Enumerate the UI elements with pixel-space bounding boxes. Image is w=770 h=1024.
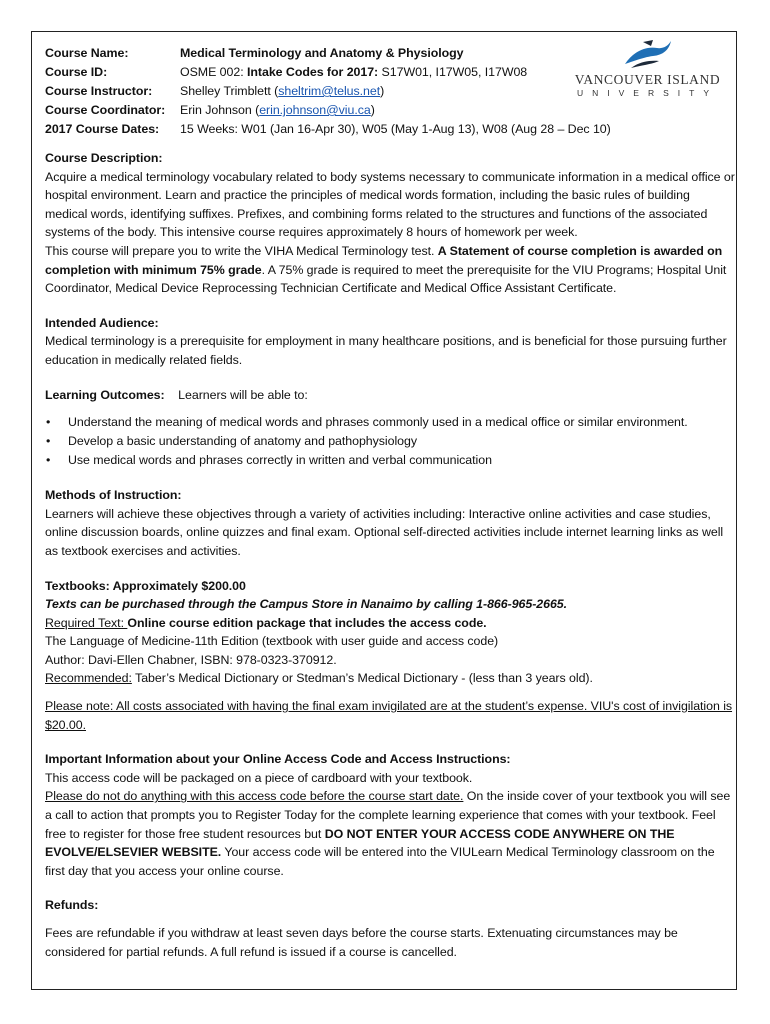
list-item: • Develop a basic understanding of anatomy and pathophysiology	[45, 432, 735, 451]
course-name-label: Course Name:	[45, 46, 129, 60]
course-description-completion: This course will prepare you to write the VIHA Medical Terminology test. A Statement of course completion is awarded on completion with minimum 75% grade. A 75% grade is required to meet the prerequisite for the VIU Programs; Hospital Unit Coordinator, Medical Device Reprocessing Technician Certificate and Medical Office Assistant Certificate.	[45, 243, 727, 296]
access-code-line: This access code will be packaged on a piece of cardboard with your textbook.	[45, 770, 473, 785]
intended-audience-text: Medical terminology is a prerequisite for employment in many healthcare positions, and is beneficial for those pursuing further education in medically related fields.	[45, 334, 727, 367]
logo-name: VANCOUVER ISLAND	[574, 72, 721, 87]
learning-outcomes-list	[45, 413, 735, 470]
list-item: • Use medical words and phrases correctly in written and verbal communication	[45, 451, 735, 470]
coordinator-name: Erin Johnson (	[180, 103, 260, 117]
access-code-instructions: Please do not do anything with this access code before the course start date. On the inside cover of your textbook you will see a call to action that prompts you to Register Today for the complete learning experience that comes with your textbook. Feel free to register for those free student resources but DO NOT ENTER YOUR ACCESS CODE ANYWHERE ON THE EVOLVE/ELSEVIER WEBSITE. Your access code will be entered into the VIULearn Medical Terminology classroom on the first day that you access your online course.	[45, 789, 731, 878]
intended-audience-section	[45, 314, 735, 370]
recommended-value: Taber’s Medical Dictionary or Stedman’s Medical Dictionary - (less than 3 years old).	[131, 671, 593, 686]
methods-heading: Methods of Instruction:	[45, 488, 182, 503]
course-id-label: Course ID:	[45, 65, 108, 79]
textbook-author: Author: Davi-Ellen Chabner, ISBN: 978-0323-370912.	[45, 652, 337, 667]
course-dates-label: 2017 Course Dates:	[45, 122, 160, 136]
course-dates-row	[45, 120, 735, 139]
access-code-section	[45, 750, 735, 880]
course-dates-value: 15 Weeks: W01 (Jan 16-Apr 30), W05 (May 1-Aug 13), W08 (Aug 28 – Dec 10)	[180, 122, 611, 136]
course-name-value: Medical Terminology and Anatomy & Physiology	[180, 46, 464, 60]
access-code-heading: Important Information about your Online Access Code and Access Instructions:	[45, 752, 511, 767]
learning-outcomes-heading: Learning Outcomes:	[45, 387, 165, 402]
instructor-email-link[interactable]: sheltrim@telus.net	[278, 84, 381, 98]
document-body	[45, 44, 735, 961]
course-name-row	[45, 44, 735, 63]
course-description-heading: Course Description:	[45, 151, 163, 165]
textbooks-heading: Textbooks: Approximately $200.00	[45, 578, 246, 593]
intake-codes-value: S17W01, I17W05, I17W08	[381, 65, 528, 79]
required-text-label: Required Text:	[45, 615, 128, 630]
refunds-section	[45, 896, 735, 961]
textbooks-section	[45, 577, 735, 735]
textbook-title: The Language of Medicine-11th Edition (textbook with user guide and access code)	[45, 634, 499, 649]
campus-store-note: Texts can be purchased through the Campus Store in Nanaimo by calling 1-866-965-2665.	[45, 597, 568, 612]
intake-codes-label: Intake Codes for 2017:	[247, 65, 379, 79]
refunds-heading: Refunds:	[45, 898, 99, 913]
course-coordinator-label: Course Coordinator:	[45, 103, 166, 117]
methods-section	[45, 486, 735, 560]
access-code-bold-warning: DO NOT ENTER YOUR ACCESS CODE ANYWHERE ON THE EVOLVE/ELSEVIER WEBSITE.	[45, 826, 675, 860]
course-description-text: Acquire a medical terminology vocabulary related to body systems necessary to communicate information in a medical office or hospital environment. Learn and practice the principles of medical words formation, including the basic rules of building medical words, identifying suffixes. Prefixes, and combining forms related to the structures and functions of the associated systems of the body. This intensive course requires approximately 8 hours of homework per week.	[45, 169, 735, 240]
course-id-code: OSME 002:	[180, 65, 244, 79]
intended-audience-heading: Intended Audience:	[45, 315, 159, 330]
recommended-label: Recommended:	[45, 671, 132, 686]
learning-outcomes-intro: Learners will be able to:	[178, 387, 308, 402]
course-coordinator-row: Course Coordinator: Erin Johnson (erin.johnson@viu.ca)	[45, 101, 735, 120]
completion-statement: A Statement of course completion is awarded on completion with minimum 75% grade	[45, 243, 723, 277]
course-description-section	[45, 149, 735, 298]
access-code-warning: Please do not do anything with this access code before the course start date.	[45, 789, 464, 804]
course-header	[45, 44, 735, 139]
list-item: • Understand the meaning of medical words and phrases commonly used in a medical office or similar environment.	[45, 413, 735, 432]
coordinator-email-link[interactable]: erin.johnson@viu.ca	[259, 103, 371, 117]
required-text-value: Online course edition package that includes the access code.	[127, 615, 487, 630]
course-id-row	[45, 63, 735, 82]
learning-outcomes-section	[45, 386, 735, 471]
methods-text: Learners will achieve these objectives through a variety of activities including: Interactive online activities and case studies, online discussion boards, online quizzes and final exam. Optional self-directed activities include internet learning links as well as textbook exercises and activities.	[45, 506, 724, 558]
refunds-text: Fees are refundable if you withdraw at least seven days before the course starts. Extenuating circumstances may be considered for partial refunds. A full refund is issued if a course is cancelled.	[45, 926, 678, 959]
course-instructor-row: Course Instructor: Shelley Trimblett (sheltrim@telus.net)	[45, 82, 735, 101]
course-instructor-label: Course Instructor:	[45, 84, 153, 98]
logo-subtitle: UNIVERSITY	[576, 88, 718, 98]
instructor-name: Shelley Trimblett (	[180, 84, 279, 98]
invigilation-note: Please note: All costs associated with having the final exam invigilated are at the student’s expense. VIU's cost of invigilation is $20.00.	[45, 699, 733, 732]
